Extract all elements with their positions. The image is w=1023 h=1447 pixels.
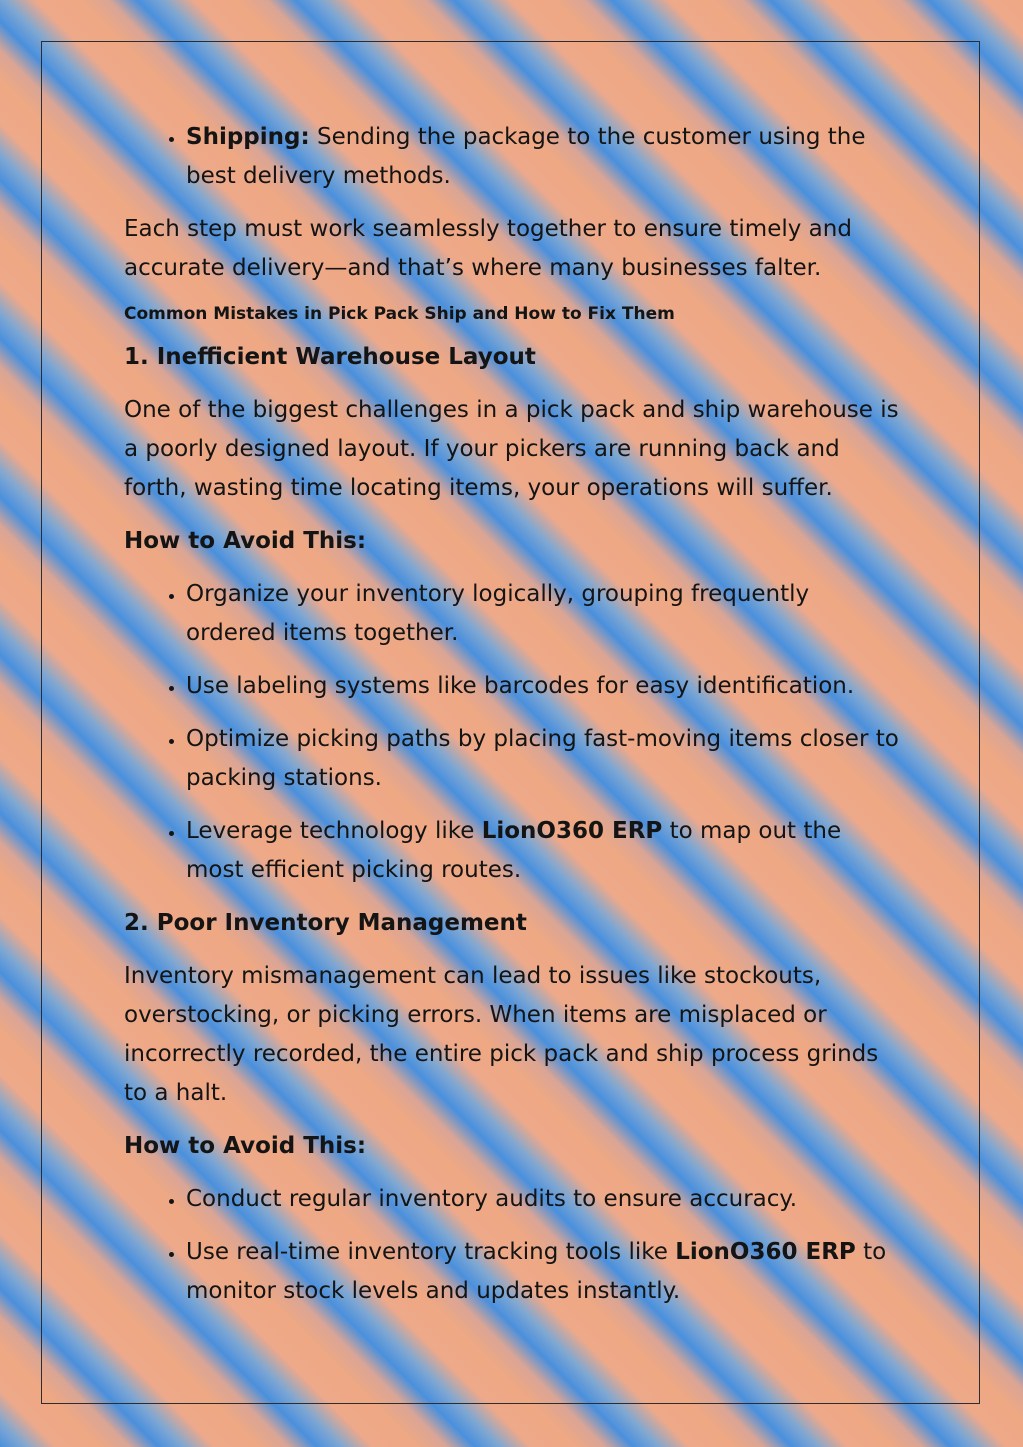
tip-text-after: to map out the most efficient picking routes.: [186, 818, 842, 883]
list-item-description: Sending the package to the customer using the best delivery methods.: [186, 124, 866, 189]
list-item: [186, 1233, 904, 1311]
process-step-list: [124, 118, 904, 196]
mistake-1-tips-list: [124, 575, 904, 890]
intro-paragraph: Each step must work seamlessly together to ensure timely and accurate delivery—and that’s where many businesses falter.: [124, 216, 852, 281]
tip-text-before: Use real-time inventory tracking tools like: [186, 1239, 676, 1265]
list-item: • Organize your inventory logically, grouping frequently ordered items together.: [186, 575, 904, 653]
mistake-2-avoid-heading: How to Avoid This:: [124, 1133, 367, 1159]
mistake-1-avoid-heading: How to Avoid This:: [124, 528, 367, 554]
mistake-2-tips-list: [124, 1180, 904, 1311]
tip-text-before: Leverage technology like: [186, 818, 482, 844]
list-item-shipping: [186, 118, 904, 196]
erp-product-name: LionO360 ERP: [481, 818, 663, 844]
mistake-1-paragraph: One of the biggest challenges in a pick pack and ship warehouse is a poorly designed layout. If your pickers are running back and forth, wasting time locating items, your operations will suffer.: [124, 397, 899, 501]
list-item: • Conduct regular inventory audits to ensure accuracy.: [186, 1180, 904, 1219]
list-item-term: Shipping:: [186, 124, 310, 150]
tip-text-after: to monitor stock levels and updates instantly.: [186, 1239, 887, 1304]
list-item: • Use labeling systems like barcodes for easy identification.: [186, 667, 904, 706]
list-item: • Optimize picking paths by placing fast-moving items closer to packing stations.: [186, 720, 904, 798]
list-item: [186, 812, 904, 890]
mistake-2-paragraph: Inventory mismanagement can lead to issues like stockouts, overstocking, or picking errors. When items are misplaced or incorrectly recorded, the entire pick pack and ship process grinds to a halt.: [124, 963, 879, 1106]
mistake-2-heading: 2. Poor Inventory Management: [124, 910, 527, 936]
erp-product-name: LionO360 ERP: [675, 1239, 856, 1265]
mistake-1-heading: 1. Inefficient Warehouse Layout: [124, 344, 536, 370]
section-title: Common Mistakes in Pick Pack Ship and How to Fix Them: [124, 304, 675, 324]
document-body: [124, 118, 904, 1325]
